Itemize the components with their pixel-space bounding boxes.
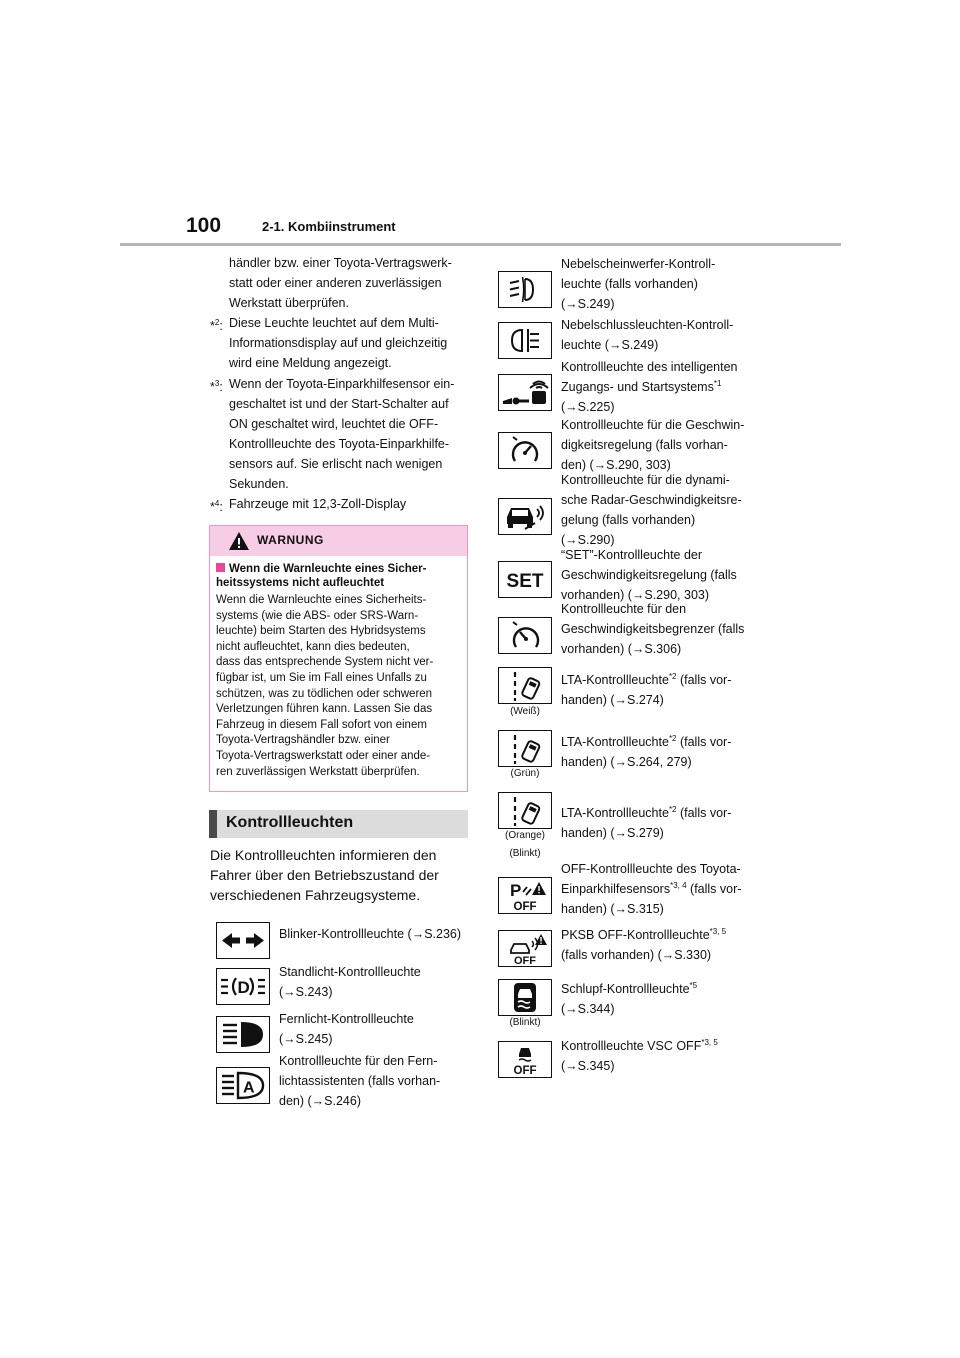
footnote-line: Sekunden. xyxy=(229,477,289,491)
description-line: (→S.290) xyxy=(561,533,615,547)
speed-limiter-icon xyxy=(498,617,552,654)
footnote-line: wird eine Meldung angezeigt. xyxy=(229,356,392,370)
footnote-2 xyxy=(229,313,447,373)
description-line: leuchte (→S.249) xyxy=(561,338,659,352)
warning-line: Wenn die Warnleuchte eines Sicherheits- xyxy=(216,594,427,606)
parking-sensor-off-description xyxy=(561,859,741,919)
pksb-off-icon xyxy=(498,930,552,967)
warning-box xyxy=(209,525,468,792)
warning-body xyxy=(216,593,462,780)
footnote-ref: *2 xyxy=(668,671,677,681)
parking-light-description xyxy=(279,962,421,1002)
footnote-ref: *2 xyxy=(668,804,677,814)
footnote-ref: *3, 5 xyxy=(701,1037,718,1047)
parking-light-icon xyxy=(216,968,270,1005)
footnote-mark: *$^3$: xyxy=(210,379,223,395)
description-line: handen) (→S.264, 279) xyxy=(561,755,692,769)
lta-orange-caption: (Orange) xyxy=(504,830,545,841)
description-line: (falls vor- xyxy=(676,673,732,687)
footnote-line: Wenn der Toyota-Einparkhilfesensor ein- xyxy=(229,377,455,391)
description-line: handen) (→S.279) xyxy=(561,826,664,840)
warning-line: schützen, was zu tödlichen oder schweren xyxy=(216,687,433,700)
footnote-line: ON geschaltet wird, leuchtet die OFF- xyxy=(229,417,439,431)
parking-sensor-off-text: OFF xyxy=(513,901,537,913)
footnote-4 xyxy=(229,494,406,514)
svg-text:A: A xyxy=(243,1079,255,1097)
description-line: Blinker-Kontrollleuchte (→S.236) xyxy=(279,927,462,941)
automatic-high-beam-icon xyxy=(216,1067,270,1104)
slip-indicator-caption: (Blinkt) xyxy=(509,1017,541,1028)
parking-sensor-off-icon xyxy=(498,877,552,914)
kontrollleuchten-intro xyxy=(210,845,470,905)
warning-line: Verletzungen führen kann. Lassen Sie das xyxy=(216,703,433,716)
pksb-off-description xyxy=(561,925,726,965)
intro-line: Fahrer über den Betriebszustand der xyxy=(210,867,439,883)
svg-text:P: P xyxy=(510,881,522,900)
continuation-line: statt oder einer anderen zuverlässigen xyxy=(229,276,442,290)
high-beam-icon xyxy=(216,1016,270,1053)
lta-orange-description xyxy=(561,803,731,843)
footnote-ref: *5 xyxy=(689,980,698,990)
set-description xyxy=(561,545,737,605)
description-line: sche Radar-Geschwindigkeitsre- xyxy=(561,493,742,507)
continuation-line: händler bzw. einer Toyota-Vertragswerk- xyxy=(229,256,452,270)
page-number: 100 xyxy=(186,214,222,237)
lta-white-description xyxy=(561,670,731,710)
description-line: leuchte (falls vorhanden) xyxy=(561,277,698,291)
front-fog-light-icon xyxy=(498,271,552,308)
section-title: 2-1. Kombiinstrument xyxy=(262,219,396,234)
description-line: (→S.344) xyxy=(561,1002,615,1016)
vsc-off-icon xyxy=(498,1041,552,1078)
set-icon-text: SET xyxy=(506,571,544,592)
description-line: Geschwindigkeitsbegrenzer (falls xyxy=(561,622,745,636)
description-line: “SET”-Kontrollleuchte der xyxy=(561,548,703,562)
speed-limiter-description xyxy=(561,599,744,659)
description-line: (→S.243) xyxy=(279,985,333,999)
vsc-off-text: OFF xyxy=(513,1065,537,1077)
lta-green-caption: (Grün) xyxy=(510,768,540,779)
description-line: (→S.345) xyxy=(561,1059,615,1073)
kontrollleuchten-heading xyxy=(209,810,468,838)
continuation-text xyxy=(229,253,452,313)
warning-triangle-icon xyxy=(228,531,250,551)
description-line: (falls vor- xyxy=(676,806,732,820)
lta-white-caption: (Weiß) xyxy=(510,706,540,717)
footnote-line: Informationsdisplay auf und gleichzeitig xyxy=(229,336,448,350)
description-line: Zugangs- und Startsystems xyxy=(561,380,714,394)
description-line: Kontrollleuchte für die dynami- xyxy=(561,473,730,487)
lta-green-icon xyxy=(498,730,552,767)
slip-indicator-description xyxy=(561,979,697,1019)
description-line: LTA-Kontrollleuchte xyxy=(561,735,669,749)
description-line: Fernlicht-Kontrollleuchte xyxy=(279,1012,414,1026)
description-line: Schlupf-Kontrollleuchte xyxy=(561,982,690,996)
front-fog-light-description xyxy=(561,254,715,314)
description-line: (→S.249) xyxy=(561,297,615,311)
footnote-ref: *1 xyxy=(713,378,722,388)
cruise-control-description xyxy=(561,415,744,475)
lta-white-icon xyxy=(498,667,552,704)
description-line: Kontrollleuchte für den xyxy=(561,602,687,616)
high-beam-description xyxy=(279,1009,414,1049)
footnote-mark: *$^2$: xyxy=(210,318,223,334)
description-line: handen) (→S.315) xyxy=(561,902,664,916)
intro-line: Die Kontrollleuchten informieren den xyxy=(210,847,437,863)
footnote-ref: *2 xyxy=(668,733,677,743)
description-line: (falls vor- xyxy=(686,882,742,896)
lta-green-description xyxy=(561,732,731,772)
intro-line: verschiedenen Fahrzeugsysteme. xyxy=(210,887,421,903)
warning-line: fügbar ist, um Sie im Fall eines Unfalls zu xyxy=(216,671,427,684)
description-line: LTA-Kontrollleuchte xyxy=(561,673,669,687)
warning-subheading xyxy=(216,562,460,590)
footnote-ref: *3, 5 xyxy=(709,926,727,936)
smart-key-description xyxy=(561,357,738,417)
slip-indicator-icon xyxy=(498,979,552,1016)
description-line: handen) (→S.274) xyxy=(561,693,664,707)
description-line: Nebelschlussleuchten-Kontroll- xyxy=(561,318,734,332)
lta-orange-icon xyxy=(498,792,552,829)
description-line: den) (→S.290, 303) xyxy=(561,458,671,472)
description-line: Einparkhilfesensors xyxy=(561,882,671,896)
bullet-square-icon xyxy=(216,563,225,572)
description-line: (falls vorhanden) (→S.330) xyxy=(561,948,712,962)
heading-accent xyxy=(209,810,217,838)
description-line: Geschwindigkeitsregelung (falls xyxy=(561,568,737,582)
warning-line: Toyota-Vertragswerkstatt oder einer ande- xyxy=(216,749,431,762)
description-line: den) (→S.246) xyxy=(279,1094,361,1108)
footnote-line: Kontrollleuchte des Toyota-Einparkhilfe- xyxy=(229,437,450,451)
radar-cruise-control-description xyxy=(561,470,742,550)
header-rule xyxy=(120,243,841,246)
set-icon xyxy=(498,561,552,598)
cruise-control-icon xyxy=(498,432,552,469)
pksb-off-text: OFF xyxy=(514,955,536,966)
warning-line: ren zuverlässigen Werkstatt überprüfen. xyxy=(216,765,420,778)
description-line: digkeitsregelung (falls vorhan- xyxy=(561,438,728,452)
footnote-3 xyxy=(229,374,454,494)
turn-signal-description xyxy=(279,924,461,944)
description-line: (→S.225) xyxy=(561,400,615,414)
description-line: (falls vor- xyxy=(676,735,732,749)
description-line: Nebelscheinwerfer-Kontroll- xyxy=(561,257,716,271)
description-line: Kontrollleuchte für die Geschwin- xyxy=(561,418,745,432)
warning-line: leuchte) beim Starten des Hybridsystems xyxy=(216,625,426,638)
turn-signal-icon xyxy=(216,922,270,959)
description-line: vorhanden) (→S.290, 303) xyxy=(561,588,710,602)
warning-line: Fahrzeug in diesem Fall sofort von einem xyxy=(216,718,427,731)
warning-subheading-text: Wenn die Warnleuchte eines Sicher-heitssystems nicht aufleuchtet xyxy=(216,563,427,589)
description-line: (→S.245) xyxy=(279,1032,333,1046)
description-line: Standlicht-Kontrollleuchte xyxy=(279,965,421,979)
footnote-line: sensors auf. Sie erlischt nach wenigen xyxy=(229,457,443,471)
footnote-line: Diese Leuchte leuchtet auf dem Multi- xyxy=(229,316,439,330)
description-line: vorhanden) (→S.306) xyxy=(561,642,682,656)
footnote-line: geschaltet ist und der Start-Schalter auf xyxy=(229,397,449,411)
radar-cruise-control-icon xyxy=(498,498,552,535)
description-line: Kontrollleuchte des intelligenten xyxy=(561,360,738,374)
smart-key-icon xyxy=(498,374,552,411)
lta-orange-blink-caption: (Blinkt) xyxy=(509,848,541,859)
footnote-line: Fahrzeuge mit 12,3-Zoll-Display xyxy=(229,497,407,511)
footnote-mark: *$^4$: xyxy=(210,499,223,515)
footnote-ref: *3, 4 xyxy=(670,880,687,890)
warning-line: dass das entsprechende System nicht ver- xyxy=(216,656,434,669)
warning-line: Toyota-Vertragshändler bzw. einer xyxy=(216,734,390,747)
warning-title: WARNUNG xyxy=(257,533,324,547)
vsc-off-description xyxy=(561,1036,718,1076)
rear-fog-light-icon xyxy=(498,322,552,359)
description-line: OFF-Kontrollleuchte des Toyota- xyxy=(561,862,741,876)
svg-text:D: D xyxy=(237,978,250,997)
warning-line: systems (wie die ABS- oder SRS-Warn- xyxy=(216,609,419,622)
description-line: PKSB OFF-Kontrollleuchte xyxy=(561,928,710,942)
warning-line: nicht aufleuchtet, kann dies bedeuten, xyxy=(216,640,410,653)
description-line: lichtassistenten (falls vorhan- xyxy=(279,1074,441,1088)
warning-header xyxy=(210,526,467,556)
description-line: Kontrollleuchte für den Fern- xyxy=(279,1054,438,1068)
description-line: LTA-Kontrollleuchte xyxy=(561,806,669,820)
continuation-line: Werkstatt überprüfen. xyxy=(229,296,349,310)
kontrollleuchten-title: Kontrollleuchten xyxy=(226,814,354,831)
rear-fog-light-description xyxy=(561,315,733,355)
description-line: gelung (falls vorhanden) xyxy=(561,513,696,527)
automatic-high-beam-description xyxy=(279,1051,440,1111)
description-line: Kontrollleuchte VSC OFF xyxy=(561,1039,702,1053)
